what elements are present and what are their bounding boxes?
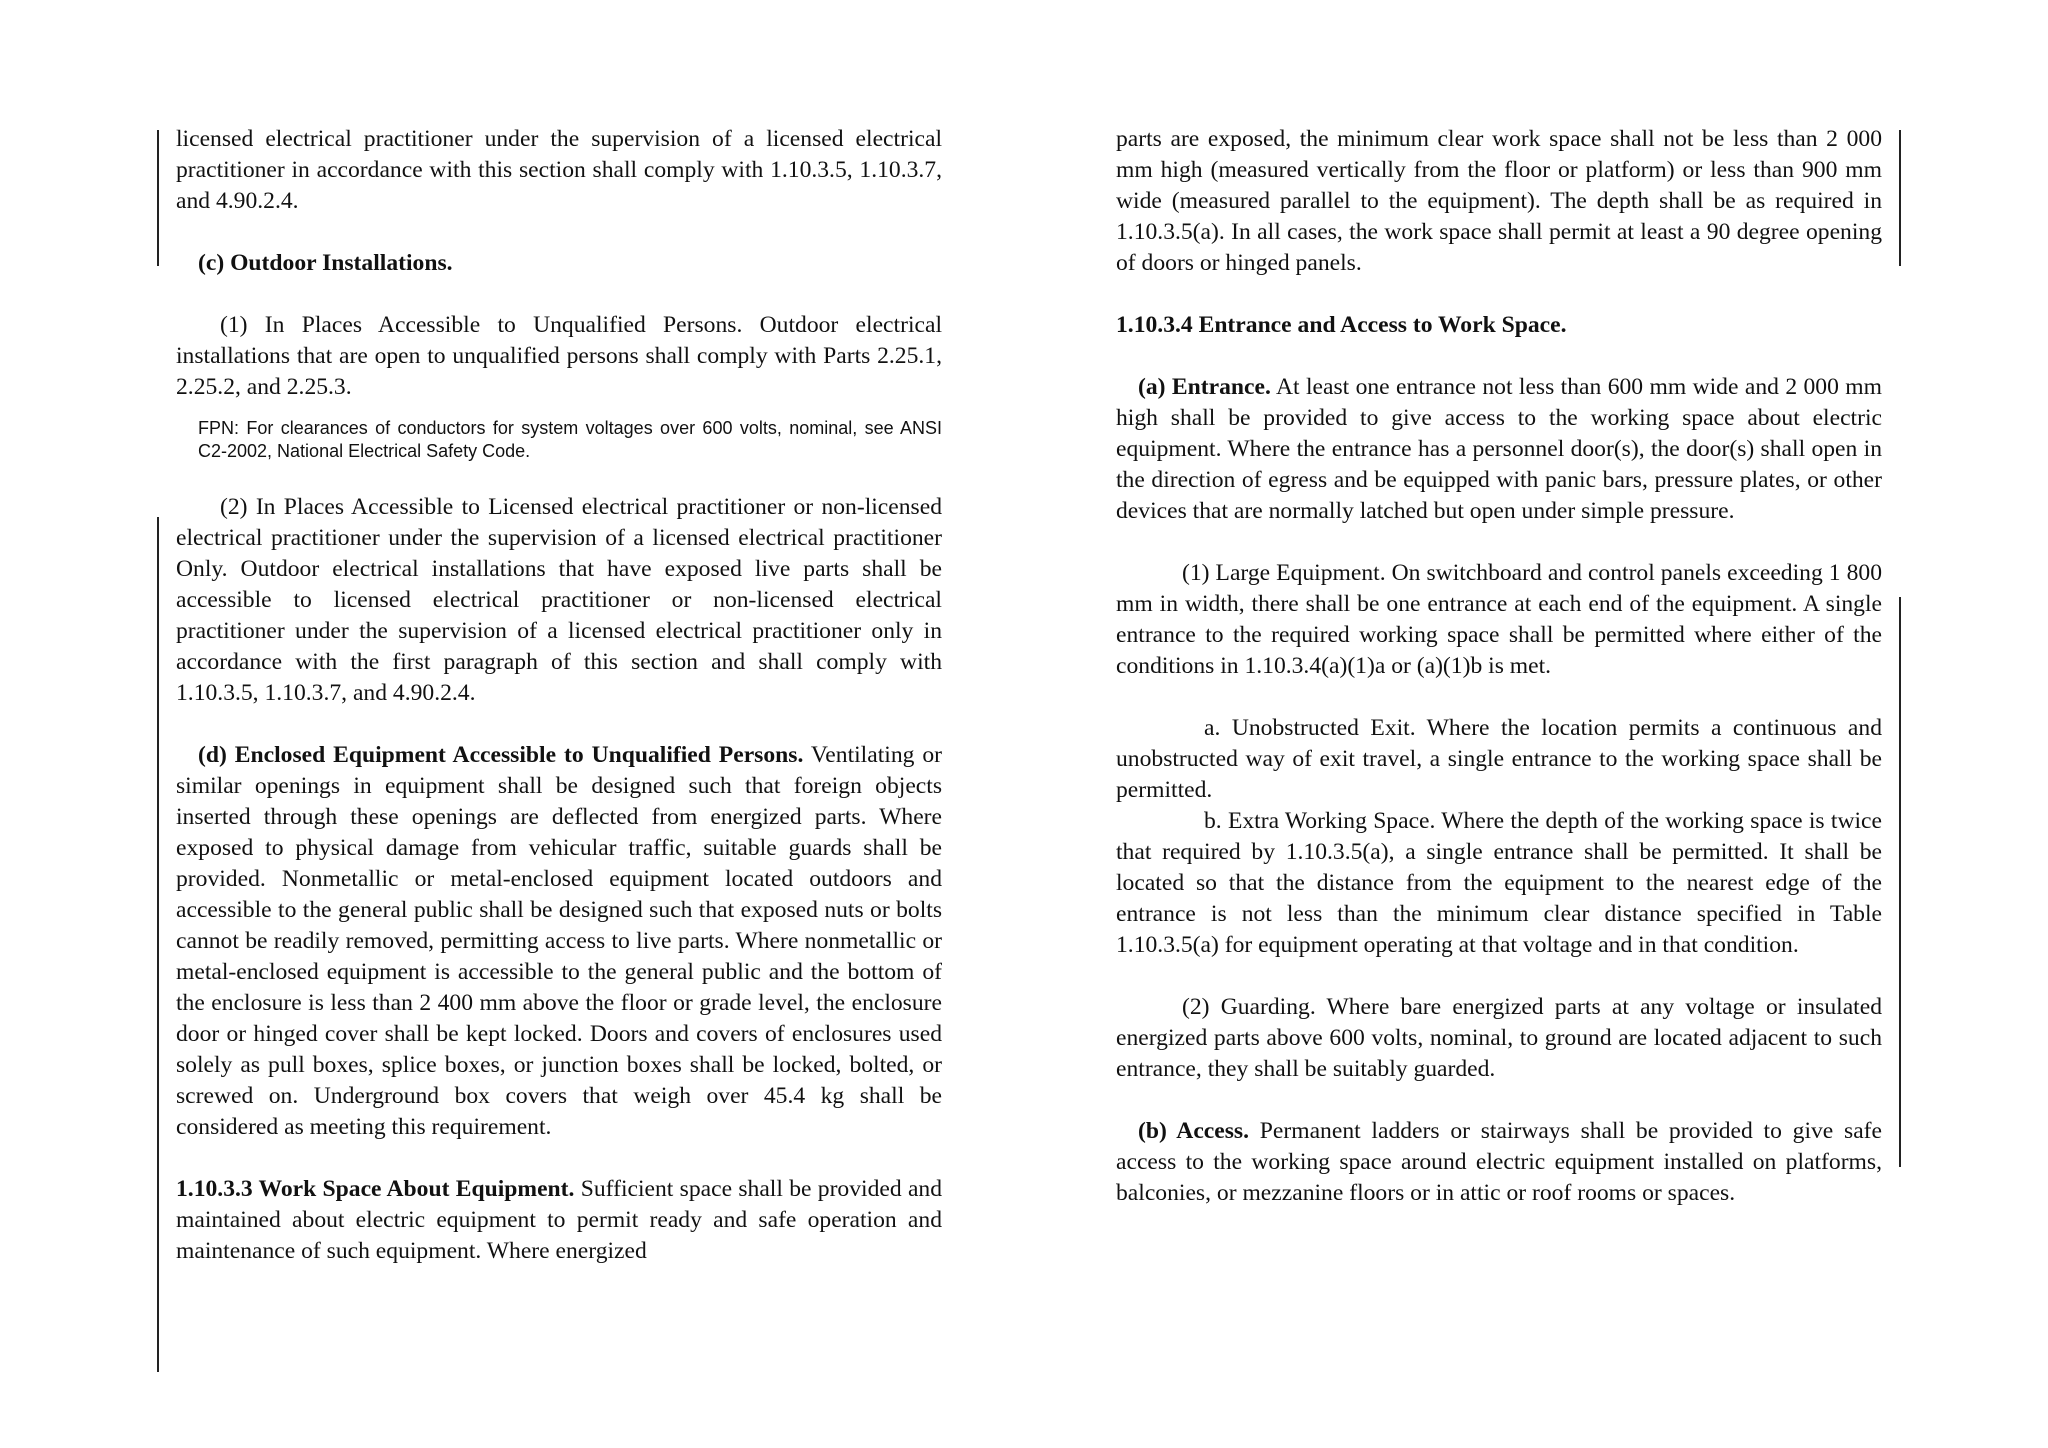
paragraph: (1) In Places Accessible to Unqualified Persons. Outdoor electrical installations that are open to unqualified persons shall comply with Parts 2.25.1, 2.25.2, and 2.25.3. (176, 312, 942, 400)
paragraph: a. Unobstructed Exit. Where the location permits a continuous and unobstructed way of exit travel, a single entrance to the working space shall be permitted. (1116, 715, 1882, 803)
left-column (176, 124, 942, 1298)
change-bar (1899, 597, 1901, 1167)
fine-print-note: FPN: For clearances of conductors for system voltages over 600 volts, nominal, see ANSI C2-2002, National Electrical Safety Code. (198, 418, 942, 461)
change-bar (157, 130, 159, 266)
section-heading: (c) Outdoor Installations. (198, 250, 453, 276)
change-bar (1899, 130, 1901, 266)
section-heading: (a) Entrance. (1138, 374, 1271, 400)
right-column (1116, 124, 1882, 1240)
paragraph: parts are exposed, the minimum clear work space shall not be less than 2 000 mm high (measured vertically from the floor or platform) or less than 900 mm wide (measured parallel to the equipment). The depth shall be as required in 1.10.3.5(a). In all cases, the work space shall permit at least a 90 degree opening of doors or hinged panels. (1116, 126, 1882, 276)
section-heading: (b) Access. (1138, 1118, 1250, 1144)
paragraph: (a) Entrance. At least one entrance not less than 600 mm wide and 2 000 mm high shall be provided to give access to the working space about electric equipment. Where the entrance has a personnel door(s), the door(s) shall open in the direction of egress and be equipped with panic bars, pressure plates, or other devices that are normally latched but open under simple pressure. (1116, 374, 1882, 524)
change-bar (157, 517, 159, 1372)
paragraph: (b) Access. Permanent ladders or stairways shall be provided to give safe access to the working space around electric equipment installed on platforms, balconies, or mezzanine floors or in attic or roof rooms or spaces. (1116, 1118, 1883, 1206)
section-heading: (d) Enclosed Equipment Accessible to Unqualified Persons. (198, 742, 804, 768)
paragraph: (2) Guarding. Where bare energized parts at any voltage or insulated energized parts above 600 volts, nominal, to ground are located adjacent to such entrance, they shall be suitably guarded. (1116, 994, 1882, 1082)
paragraph: b. Extra Working Space. Where the depth of the working space is twice that required by 1.10.3.5(a), a single entrance shall be permitted. It shall be located so that the distance from the equipment to the nearest edge of the entrance is not less than the minimum clear distance specified in Table 1.10.3.5(a) for equipment operating at that voltage and in that condition. (1116, 808, 1882, 958)
paragraph: (1) Large Equipment. On switchboard and control panels exceeding 1 800 mm in width, there shall be one entrance at each end of the equipment. A single entrance to the required working space shall be permitted where either of the conditions in 1.10.3.4(a)(1)a or (a)(1)b is met. (1116, 560, 1882, 679)
paragraph: licensed electrical practitioner under the supervision of a licensed electrical practitioner in accordance with this section shall comply with 1.10.3.5, 1.10.3.7, and 4.90.2.4. (176, 126, 942, 214)
paragraph: (2) In Places Accessible to Licensed electrical practitioner or non-licensed electrical practitioner under the supervision of a licensed electrical practitioner Only. Outdoor electrical installations that have exposed live parts shall be accessible to licensed electrical practitioner or non-licensed electrical practitioner under the supervision of a licensed electrical practitioner only in accordance with the first paragraph of this section and shall comply with 1.10.3.5, 1.10.3.7, and 4.90.2.4. (176, 494, 942, 706)
section-heading: 1.10.3.3 Work Space About Equipment. (176, 1176, 575, 1202)
paragraph: 1.10.3.3 Work Space About Equipment. Sufficient space shall be provided and maintained about electric equipment to permit ready and safe operation and maintenance of such equipment. Where energized (176, 1176, 943, 1264)
paragraph: (d) Enclosed Equipment Accessible to Unqualified Persons. Ventilating or similar openings in equipment shall be designed such that foreign objects inserted through these openings are deflected from energized parts. Where exposed to physical damage from vehicular traffic, suitable guards shall be provided. Nonmetallic or metal-enclosed equipment located outdoors and accessible to the general public shall be designed such that exposed nuts or bolts cannot be readily removed, permitting access to live parts. Where nonmetallic or metal-enclosed equipment is accessible to the general public and the bottom of the enclosure is less than 2 400 mm above the floor or grade level, the enclosure door or hinged cover shall be kept locked. Doors and covers of enclosures used solely as pull boxes, splice boxes, or junction boxes shall be locked, bolted, or screwed on. Underground box covers that weigh over 45.4 kg shall be considered as meeting this requirement. (176, 742, 942, 1140)
section-heading: 1.10.3.4 Entrance and Access to Work Space. (1116, 312, 1567, 338)
